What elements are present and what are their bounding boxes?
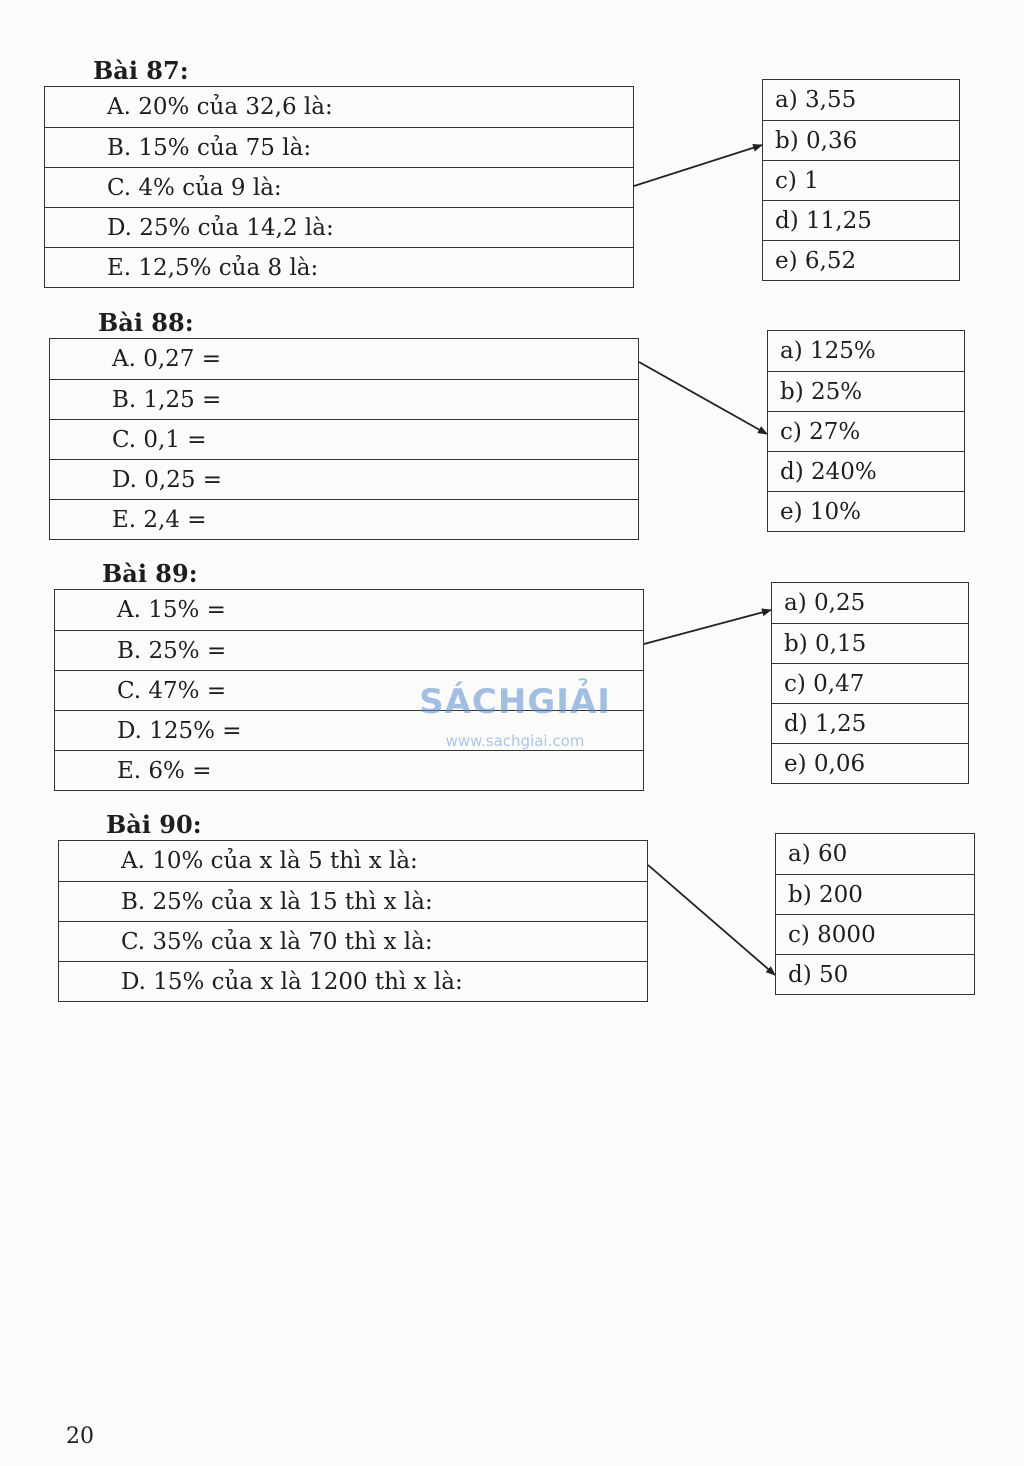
table-row: D. 25% của 14,2 là: bbox=[45, 207, 633, 247]
table-row: b) 25% bbox=[768, 371, 964, 411]
table-row: B. 15% của 75 là: bbox=[45, 127, 633, 167]
table-row: A. 10% của x là 5 thì x là: bbox=[121, 848, 418, 874]
table-row: E. 12,5% của 8 là: bbox=[45, 247, 633, 287]
table-row: E. 2,4 = bbox=[50, 499, 638, 539]
watermark-text: SÁCHGIẢI bbox=[419, 682, 611, 722]
table-row: A. 15% = bbox=[117, 597, 226, 623]
table-row: d) 50 bbox=[776, 954, 974, 994]
arrow-87 bbox=[634, 145, 762, 186]
watermark-logo bbox=[410, 682, 620, 750]
table-row: a) 0,25 bbox=[784, 590, 866, 616]
table-row: A. 20% của 32,6 là: bbox=[107, 94, 333, 120]
table-row: E. 6% = bbox=[55, 750, 643, 790]
table-row: A. 0,27 = bbox=[112, 346, 222, 372]
table-row: c) 0,47 bbox=[772, 663, 968, 703]
exercise-89-title: Bài 89: bbox=[102, 559, 198, 588]
arrow-89 bbox=[644, 610, 771, 644]
table-row: b) 0,36 bbox=[763, 120, 959, 160]
table-row: B. 25% của x là 15 thì x là: bbox=[59, 881, 647, 921]
table-row: D. 15% của x là 1200 thì x là: bbox=[59, 961, 647, 1001]
table-row: d) 1,25 bbox=[772, 703, 968, 743]
table-row: c) 27% bbox=[768, 411, 964, 451]
exercise-90-title: Bài 90: bbox=[106, 810, 202, 839]
arrow-88 bbox=[639, 362, 767, 434]
table-row: C. 35% của x là 70 thì x là: bbox=[59, 921, 647, 961]
exercise-87-title: Bài 87: bbox=[93, 56, 189, 85]
table-row: C. 47% = bbox=[55, 670, 643, 710]
table-row: c) 8000 bbox=[776, 914, 974, 954]
arrow-90 bbox=[648, 865, 775, 975]
table-row: b) 0,15 bbox=[772, 623, 968, 663]
table-row: a) 125% bbox=[780, 338, 876, 364]
table-row: c) 1 bbox=[763, 160, 959, 200]
table-row: d) 240% bbox=[768, 451, 964, 491]
table-row: C. 0,1 = bbox=[50, 419, 638, 459]
table-row: a) 3,55 bbox=[775, 87, 857, 113]
table-row: D. 0,25 = bbox=[50, 459, 638, 499]
table-row: e) 6,52 bbox=[763, 240, 959, 280]
page-number: 20 bbox=[66, 1424, 94, 1449]
table-row: D. 125% = bbox=[55, 710, 643, 750]
table-row: a) 60 bbox=[788, 841, 848, 867]
watermark-url: www.sachgiai.com bbox=[445, 732, 585, 750]
table-row: d) 11,25 bbox=[763, 200, 959, 240]
table-row: B. 1,25 = bbox=[50, 379, 638, 419]
table-row: b) 200 bbox=[776, 874, 974, 914]
table-row: B. 25% = bbox=[55, 630, 643, 670]
table-row: C. 4% của 9 là: bbox=[45, 167, 633, 207]
exercise-88-title: Bài 88: bbox=[98, 308, 194, 337]
table-row: e) 0,06 bbox=[772, 743, 968, 783]
table-row: e) 10% bbox=[768, 491, 964, 531]
